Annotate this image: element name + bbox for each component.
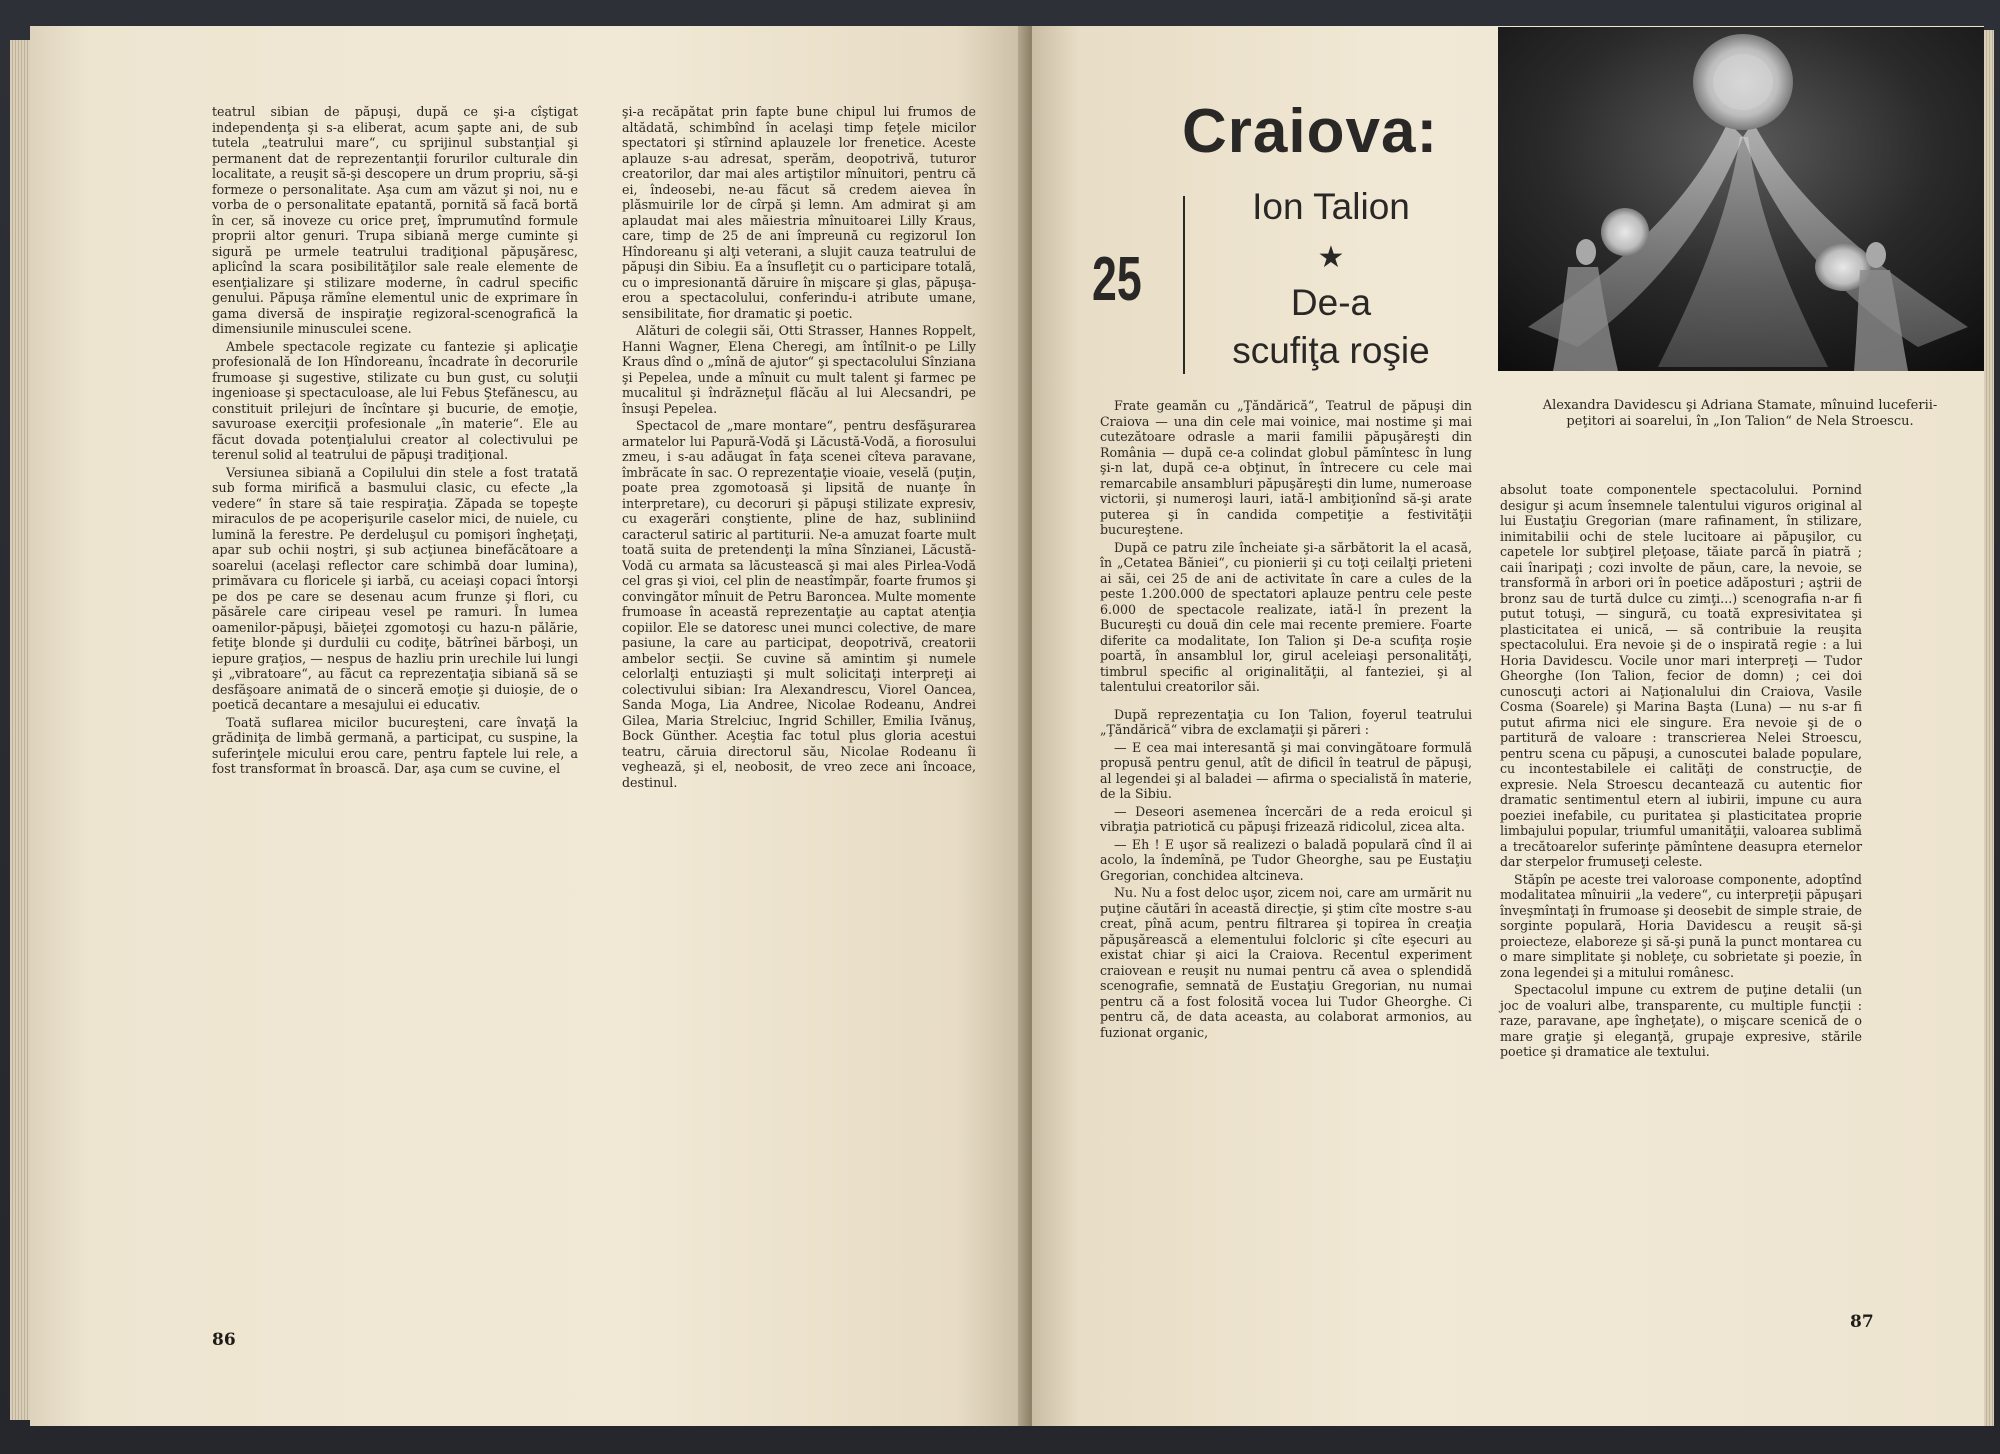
paragraph: — Eh ! E uşor să realizezi o baladă populară cînd îl ai acolo, la îndemînă, pe Tudor Gheorghe, sau pe Eustaţiu Gregorian, conchidea altcineva. (1100, 836, 1472, 883)
play-title-1: Ion Talion (1252, 186, 1410, 227)
star-icon: ★ (1317, 241, 1345, 274)
left-column-1 (212, 104, 578, 779)
paragraph: teatrul sibian de păpuşi, după ce şi-a cîştigat independenţa şi s-a eliberat, acum şapte ani, de sub tutela „teatrului mare“, cu sprijinul substanţial şi permanent dat de reprezentanţii forurilor culturale din localitate, a reuşit să-şi descopere un drum propriu, să-şi formeze o personalitate. Aşa cum am văzut şi noi, nu e vorba de o personalitate epatantă, pornită să facă bortă în cer, să inoveze cu orice preţ, împrumutînd formule proprii altor genuri. Trupa sibiană merge cuminte şi sigură pe urmele teatrului tradiţional păpuşăresc, aplicînd la scara posibilităţilor sale reale elemente de esenţializare şi stilizare moderne, în cadrul specific genului. Păpuşa rămîne elementul unic de exprimare în gama diversă de inspiraţie regizoral-scenografică la dimensiunile minusculei scene. (212, 104, 578, 336)
page-stack-left (10, 40, 32, 1420)
paragraph: Spectacolul impune cu extrem de puţine detalii (un joc de voaluri albe, transparente, cu multiple funcţii : raze, paravane, ape îngheţate), o mişcare scenică de o mare graţie şi eleganţă, grupaje expresive, stările poetice şi dramatice ale textului. (1500, 982, 1862, 1059)
vertical-rule (1183, 196, 1185, 374)
paragraph: După reprezentaţia cu Ion Talion, foyerul teatrului „Ţăndărică“ vibra de exclamaţii şi păreri : (1100, 706, 1472, 737)
right-column-1 (1100, 398, 1472, 1042)
paragraph: Frate geamăn cu „Ţăndărică“, Teatrul de păpuşi din Craiova — una din cele mai voinice, mai nostime şi mai cutezătoare odrasle a marii familii păpuşăreşti din România — după ce-a colindat globul pămîntesc în lung şi-n lat, după ce-a obţinut, în întrecere cu cele mai remarcabile ansambluri păpuşăreşti din lume, numeroase victorii, şi numeroşi lauri, iată-l ambiţionînd să-şi arate puterea şi în candida competiţie a festivităţii bucureştene. (1100, 398, 1472, 537)
paragraph: absolut toate componentele spectacolului. Pornind desigur şi acum însemnele talentului viguros original al lui Eustaţiu Gregorian (mare rafinament, în stilizare, inimitabilii ochi de stele lucitoare ai păpuşilor, cu capetele lor subţirel pleţoase, tăiate parcă în piatră ; caii înaripaţi ; cozi involte de păun, care, la nevoie, se transformă în arbori ori în poetice adăposturi ; aştrii de bronz sau de turtă dulce cu zimţi...) scenografia n-ar fi putut totuşi, — singură, cu toată expresivitatea şi plasticitatea ei unică, — să contribuie la reuşita spectacolului. Era nevoie şi de o inspirată regie : a lui Horia Davidescu. Vocile unor mari interpreţi — Tudor Gheorghe (Ion Talion, fecior de domn) ; cei doi cunoscuţi actori ai Naţionalului din Craiova, Vasile Cosma (Soarele) şi Marina Başta (Luna) — nu s-ar fi putut afirma nici ele singure. Era nevoie şi de o partitură de valoare : transcrierea Nelei Stroescu, pentru scena cu păpuşi, a cunoscutei balade populare, cu incontestabilele ei calităţi de construcţie, de expresie. Nela Stroescu decantează cu autentic fior dramatic sentimentul etern al iubirii, impune cu aura poeziei inefabile, cu puritatea şi plasticitatea proprie limbajului popular, triumful umanităţii, valoarea sublimă a trecătoarelor suferinţe pămîntene deasupra eternelor dar sterpelor frumuseţi celeste. (1500, 482, 1862, 869)
paragraph: Ambele spectacole regizate cu fantezie şi aplicaţie profesională de Ion Hîndoreanu, încadrate în decorurile frumoase şi sugestive, stilizate cu bun gust, cu soluţii ingenioase şi spectaculoase, ale lui Febus Ştefănescu, au constituit prilejuri de încîntare şi bucurie, de emoţie, savuroase exerciţii profesionale „în materie“. Ele au făcut dovada potenţialului creator al colectivului pe terenul solid al teatrului de păpuşi tradiţional. (212, 338, 578, 462)
city-title: Craiova: (1182, 97, 1439, 166)
right-column-2 (1500, 482, 1862, 1062)
paragraph: Stăpîn pe aceste trei valoroase componente, adoptînd modalitatea mînuirii „la vedere“, cu interpreţii păpuşari înveşmîntaţi în frumoase şi deosebit de simple straie, de sorginte populară, Horia Davidescu a reuşit să-şi proiecteze, elaboreze şi să-şi pună la punct montarea cu o mare simplitate şi nobleţe, cu sobrietate şi poezie, în zona legendei şi a mitului românesc. (1500, 871, 1862, 980)
paragraph: Toată suflarea micilor bucureşteni, care învaţă la grădiniţa de limbă germană, a participat, cu suspine, la suferinţele micului erou care, pentru faptele lui rele, a fost transformat în broască. Dar, aşa cum se cuvine, el (212, 714, 578, 776)
play-title-2-line-2: scufiţa roşie (1232, 330, 1430, 371)
paragraph: Alături de colegii săi, Otti Strasser, Hannes Roppelt, Hanni Wagner, Elena Cheregi, am întîlnit-o pe Lilly Kraus dînd o „mînă de ajutor“ şi spectacolului Sînziana şi Pepelea, unde a mînuit cu mult talent şi farmec pe mucalitul şi îndrăzneţul flăcău al lui Alecsandri, pe însuşi Pepelea. (622, 323, 976, 416)
issue-number: 25 (1092, 245, 1142, 314)
photo-caption: Alexandra Davidescu şi Adriana Stamate, mînuind luceferii-peţitori ai soarelui, în „Ion Talion“ de Nela Stroescu. (1542, 398, 1938, 429)
page-number-right: 87 (1850, 1312, 1874, 1332)
paragraph: — E cea mai interesantă şi mai convingătoare formulă propusă pentru genul, atît de dificil în teatrul de păpuşi, al legendei şi al baladei — afirma o specialistă în materie, de la Sibiu. (1100, 739, 1472, 801)
paragraph: şi-a recăpătat prin fapte bune chipul lui frumos de altădată, schimbînd în acelaşi timp feţele micilor spectatori şi stîrnind aplauzele lor frenetice. Aceste aplauze s-au adresat, sperăm, deopotrivă, tuturor creatorilor, dar mai ales artiştilor mînuitori, pentru că ei, îndeosebi, ne-au făcut să credem aievea în plăsmuirile lor de cîrpă şi lemn. Am admirat şi am aplaudat mai ales măiestria mînuitoarei Lilly Kraus, care, timp de 25 de ani împreună cu regizorul Ion Hîndoreanu şi alţi veterani, a slujit cauza teatrului de păpuşi din Sibiu. Ea a însufleţit cu o participare totală, cu o impresionantă dăruire în mişcare şi glas, păpuşa-erou a spectacolului, conferindu-i atribute umane, sensibilitate, fior dramatic şi poetic. (622, 104, 976, 321)
play-title-2-line-1: De-a (1290, 282, 1372, 323)
page-number-left: 86 (212, 1330, 236, 1350)
paragraph: După ce patru zile încheiate şi-a sărbătorit la el acasă, în „Cetatea Băniei“, cu pionierii şi cu toţi ceilalţi prieteni ai săi, cei 25 de ani de activitate în care a cules de la peste 1.200.000 de spectatori aplauze pentru cele peste 6.000 de spectacole realizate, iată-l în prezent la Bucureşti cu două din cele mai recente premiere. Foarte diferite ca modalitate, Ion Talion şi De-a scufiţa roşie poartă, în ansamblul lor, girul aceleiaşi personalităţi, timbrul specific al originalităţii, al fanteziei, şi al talentului creatorilor săi. (1100, 539, 1472, 694)
paragraph: Spectacol de „mare montare“, pentru desfăşurarea armatelor lui Papură-Vodă şi Lăcustă-Vodă, a fiorosului zmeu, i s-au adăugat în faţa scenei cîteva paravane, îmbrăcate în sac. O reprezentaţie vioaie, veselă (puţin, poate prea zgomotoasă şi lipsită de nuanţe în interpretare), cu decoruri şi păpuşi stilizate expresiv, cu exagerări conştiente, pline de haz, subliniind caracterul satiric al partiturii. Ne-a amuzat foarte mult toată suita de pretendenţi la mîna Sînzianei, Lăcustă-Vodă cu armata sa lăcustească şi mai ales Pirlea-Vodă cel gras şi vioi, cel plin de neastîmpăr, foarte frumos şi convingător mînuit de Petru Baroncea. Multe momente frumoase în această reprezentaţie au captat atenţia copiilor. Ele se datoresc unei munci colective, de mare pasiune, la care au participat, deopotrivă, creatorii ambelor secţii. Se cuvine să amintim şi numele celorlalţi entuziaşti şi mult solicitaţi interpreţi ai colectivului sibian: Ira Alexandrescu, Viorel Oancea, Sanda Moga, Lia Andree, Nicolae Rodeanu, Andrei Gilea, Maria Strelciuc, Ingrid Schiller, Emilia Ivănuş, Bock Günther. Aceştia fac totul plus gloria acestui teatru, căruia directorul său, Nicolae Rodeanu îi veghează, şi el, neobosit, de vreo zece ani încoace, destinul. (622, 418, 976, 790)
paragraph: Nu. Nu a fost deloc uşor, zicem noi, care am urmărit nu puţine căutări în această direcţie, şi ştim cîte mostre s-au creat, pînă acum, pentru filtrarea şi topirea în creaţia păpuşărească a elementului folcloric şi cîte eşecuri au existat chiar şi aici la Craiova. Recentul experiment craiovean e reuşit nu numai pentru că avea o splendidă scenografie, semnată de Eustaţiu Gregorian, nu numai pentru că a fost folosită vocea lui Tudor Gheorghe. Ci pentru că, de data aceasta, au colaborat armonios, au fuzionat organic, (1100, 885, 1472, 1040)
page-stack-right (1984, 30, 1994, 1426)
paragraph: Versiunea sibiană a Copilului din stele a fost tratată sub forma mirifică a basmului clasic, cu efecte „la vedere“ în stare să taie respiraţia. Zăpada se topeşte miraculos de pe acoperişurile caselor mici, de nuiele, cu lumină la ferestre. Pe derdeluşul cu pomişori îngheţaţi, apar sub ochii noştri, şi sub acţiunea binefăcătoare a soarelui (acelaşi reflector care schimbă doar lumina), primăvara cu floricele şi iarbă, cu aceiaşi copaci întorşi pe dos pe care se desenau acum frunze şi flori, cu păsărele care ciripeau vesel pe ramuri. În lumea oamenilor-păpuşi, băieţei zgomotoşi cu hazu-n pălărie, fetiţe blonde şi durdulii cu codiţe, bătrînei bărboşi, un iepure graţios, — nespus de hazliu prin urechile lui lungi şi „vibratoare“, au făcut ca reprezentaţia sibiană să se desfăşoare animată de o sinceră emoţie şi duioşie, de o poetică decantare a mesajului ei educativ. (212, 464, 578, 712)
paragraph: — Deseori asemenea încercări de a reda eroicul şi vibraţia patriotică cu păpuşi frizează ridicolul, zicea alta. (1100, 803, 1472, 834)
stage-photo (1498, 27, 1984, 371)
left-column-2 (622, 104, 976, 792)
